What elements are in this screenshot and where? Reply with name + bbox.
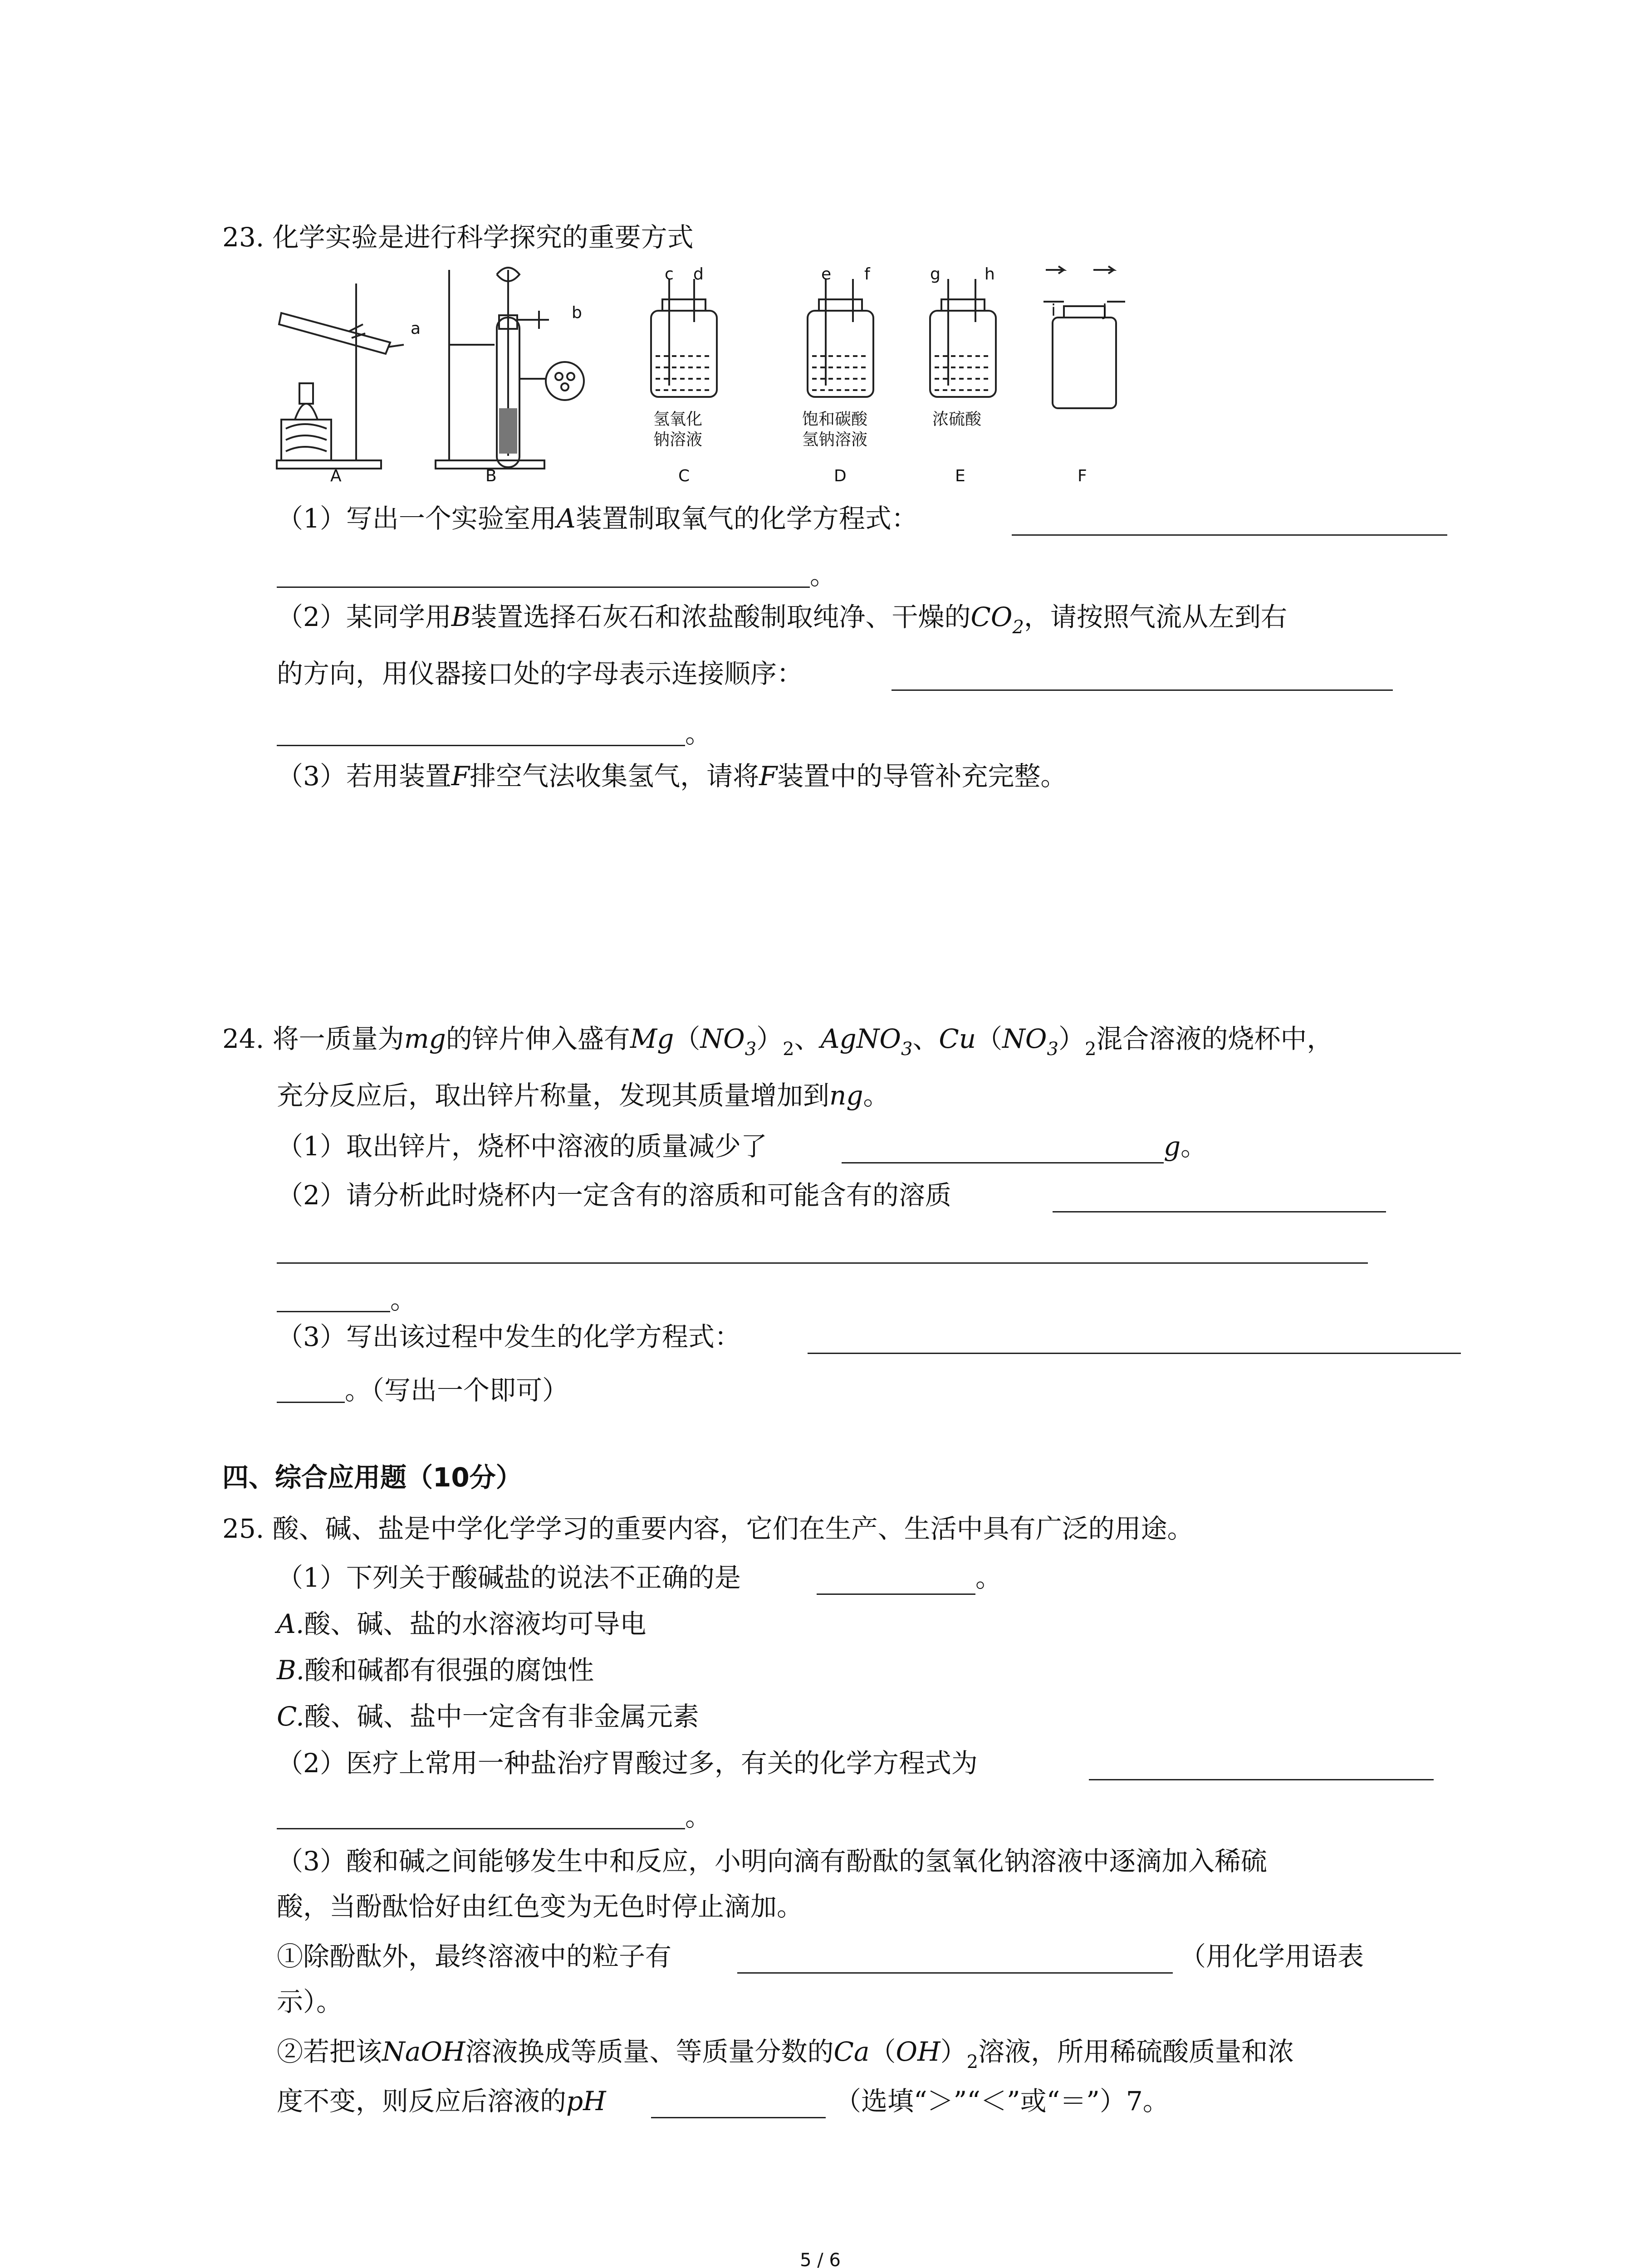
apparatus-letter-c: C [678, 467, 690, 485]
q25-part2-period: 。 [685, 1801, 712, 1832]
q23-apparatus-figure [272, 265, 1157, 492]
q25-option-b: B.酸和碱都有很强的腐蚀性 [277, 1655, 594, 1686]
port-label-d: d [693, 265, 704, 284]
q23-part2-answer-blank-2[interactable] [277, 745, 685, 746]
q25-part3-sub1-answer-blank[interactable] [737, 1972, 1173, 1974]
q23-part1-period: 。 [810, 560, 837, 591]
q24-part2-answer-blank-3[interactable] [277, 1311, 390, 1312]
apparatus-letter-e: E [955, 467, 965, 485]
q25-stem: 25. 酸、碱、盐是中学化学学习的重要内容，它们在生产、生活中具有广泛的用途。 [222, 1513, 1194, 1544]
q25-part3-sub2-line2-end: （选填“＞”“＜”或“＝”）7。 [835, 2086, 1169, 2116]
page-number: 5 / 6 [800, 2250, 841, 2268]
q23-part3: （3）若用装置F排空气法收集氢气，请将F装置中的导管补充完整。 [277, 761, 1067, 792]
apparatus-drawing [272, 265, 1157, 492]
solution-e: 浓硫酸 [932, 410, 982, 429]
port-label-f: f [864, 265, 870, 284]
q24-part1-answer-blank[interactable] [842, 1162, 1164, 1163]
bottle-f-drawing [1043, 266, 1125, 408]
q23-part1-answer-blank-2[interactable] [277, 587, 810, 588]
apparatus-letter-b: B [485, 467, 497, 485]
q24-part2: （2）请分析此时烧杯内一定含有的溶质和可能含有的溶质 [277, 1180, 951, 1211]
q25-part3-sub1-tail: （用化学用语表 [1180, 1941, 1364, 1972]
q25-part2: （2）医疗上常用一种盐治疗胃酸过多，有关的化学方程式为 [277, 1748, 978, 1779]
q24-part3-answer-blank-1[interactable] [808, 1353, 1461, 1354]
q23-part2-period: 。 [685, 718, 712, 749]
q24-part2-period: 。 [390, 1284, 417, 1315]
q23-part1: （1）写出一个实验室用A装置制取氧气的化学方程式： [277, 503, 918, 534]
port-label-h: h [985, 265, 995, 284]
q24-line1: 24. 将一质量为mg的锌片伸入盛有$Mg(NO_3)_2$、AgNO$_3$、$Cu(NO_3)_2$混合溶液的烧杯中， [222, 1023, 1333, 1060]
apparatus-letter-a: A [330, 467, 342, 485]
port-label-a: a [411, 319, 421, 338]
port-label-b: b [572, 303, 582, 322]
q25-part3-sub2-line2-start: 度不变，则反应后溶液的pH [277, 2086, 606, 2116]
bottle-c-drawing [651, 279, 717, 397]
q25-part3-line2: 酸，当酚酞恰好由红色变为无色时停止滴加。 [277, 1891, 803, 1922]
q24-part1: （1）取出锌片，烧杯中溶液的质量减少了 [277, 1131, 767, 1162]
q25-option-a: A.酸、碱、盐的水溶液均可导电 [277, 1608, 647, 1639]
q23-part1-answer-blank-1[interactable] [1012, 534, 1447, 536]
q25-part1-period: 。 [975, 1562, 1002, 1593]
q24-part3-end: 。（写出一个即可） [345, 1375, 569, 1406]
solution-d-line1: 饱和碳酸 [802, 410, 868, 429]
port-label-g: g [930, 265, 941, 284]
port-label-e: e [821, 265, 832, 284]
q24-part3-answer-blank-2[interactable] [277, 1402, 345, 1403]
q25-part3-sub2: ②若把该NaOH溶液换成等质量、等质量分数的$Ca(OH)_2$溶液，所用稀硫酸质量和浓 [277, 2036, 1294, 2072]
q23-part2-line2: 的方向，用仪器接口处的字母表示连接顺序： [277, 658, 803, 689]
q25-part1: （1）下列关于酸碱盐的说法不正确的是 [277, 1562, 741, 1593]
q25-part3-sub1: ①除酚酞外，最终溶液中的粒子有 [277, 1941, 672, 1972]
apparatus-letter-f: F [1078, 467, 1087, 485]
solution-d-line2: 氢钠溶液 [802, 430, 868, 449]
q24-line2: 充分反应后，取出锌片称量，发现其质量增加到ng。 [277, 1080, 890, 1111]
q25-option-c: C.酸、碱、盐中一定含有非金属元素 [277, 1701, 699, 1732]
bottle-d-drawing [808, 279, 873, 397]
q24-part3: （3）写出该过程中发生的化学方程式： [277, 1321, 741, 1352]
q25-part3-sub1-line2: 示）。 [277, 1986, 343, 2017]
bottle-e-drawing [930, 279, 996, 397]
q23-stem: 23. 化学实验是进行科学探究的重要方式 [222, 222, 694, 253]
solution-c-line2: 钠溶液 [653, 430, 703, 449]
apparatus-b-drawing [436, 268, 584, 469]
q24-part2-answer-blank-2[interactable] [277, 1262, 1368, 1264]
q25-part2-answer-blank-1[interactable] [1089, 1779, 1434, 1780]
q24-part1-unit: g。 [1164, 1131, 1207, 1162]
q25-part3-line1: （3）酸和碱之间能够发生中和反应，小明向滴有酚酞的氢氧化钠溶液中逐滴加入稀硫 [277, 1846, 1267, 1877]
q24-part2-answer-blank-1[interactable] [1053, 1211, 1386, 1212]
q23-part2-answer-blank-1[interactable] [892, 689, 1393, 691]
section-4-heading: 四、综合应用题（10分） [222, 1462, 522, 1493]
port-label-i: i [1051, 301, 1056, 320]
port-label-c: c [665, 265, 674, 284]
q25-ph-answer-blank[interactable] [651, 2117, 826, 2118]
q25-part1-answer-blank[interactable] [817, 1593, 975, 1595]
q23-part2-line1: （2）某同学用B装置选择石灰石和浓盐酸制取纯净、干燥的$CO_2$，请按照气流从左到右 [277, 601, 1287, 638]
solution-c-line1: 氢氧化 [653, 410, 703, 429]
apparatus-a-drawing [277, 284, 404, 469]
port-label-j: j [1102, 301, 1107, 320]
apparatus-letter-d: D [834, 467, 847, 485]
q25-part2-answer-blank-2[interactable] [277, 1828, 685, 1829]
